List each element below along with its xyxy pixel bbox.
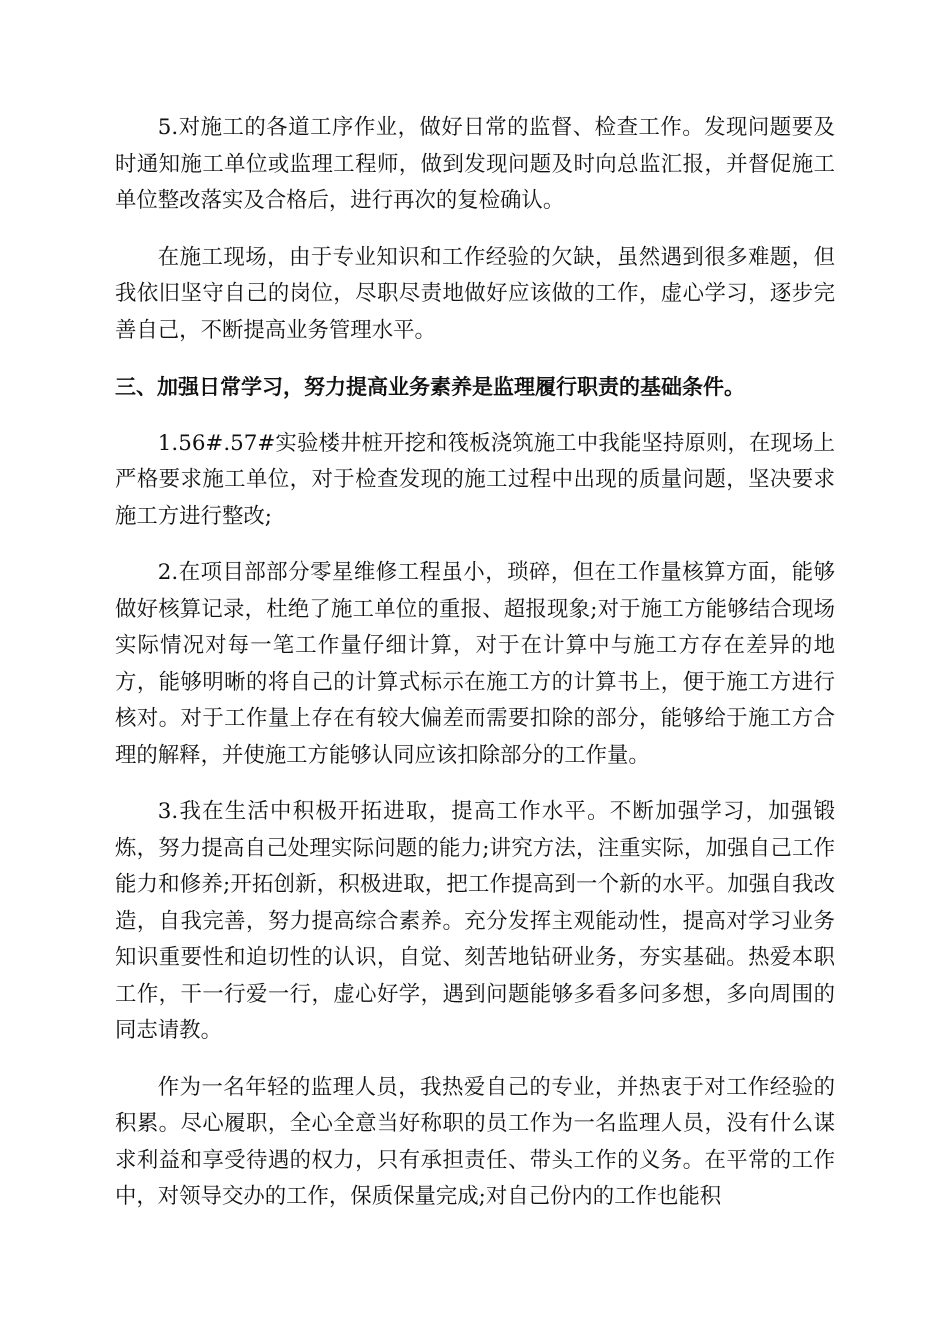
paragraph-item-1: 1.56#.57#实验楼井桩开挖和筏板浇筑施工中我能坚持原则，在现场上严格要求施工单位，对于检查发现的施工过程中出现的质量问题，坚决要求施工方进行整改;	[115, 430, 835, 529]
paragraph-item-3: 3.我在生活中积极开拓进取，提高工作水平。不断加强学习，加强锻炼，努力提高自己处理实际问题的能力;讲究方法，注重实际，加强自己工作能力和修养;开拓创新，积极进取，把工作提高到一个新的水平。加强自我改造，自我完善，努力提高综合素养。充分发挥主观能动性，提高对学习业务知识重要性和迫切性的认识，自觉、刻苦地钻研业务，夯实基础。热爱本职工作，干一行爱一行，虚心好学，遇到问题能够多看多问多想，多向周围的同志请教。	[115, 799, 835, 1043]
section-heading: 三、加强日常学习，努力提高业务素养是监理履行职责的基础条件。	[115, 375, 745, 399]
paragraph-item-2: 2.在项目部部分零星维修工程虽小，琐碎，但在工作量核算方面，能够做好核算记录，杜绝了施工单位的重报、超报现象;对于施工方能够结合现场实际情况对每一笔工作量仔细计算，对于在计算中与施工方存在差异的地方，能够明晰的将自己的计算式标示在施工方的计算书上，便于施工方进行核对。对于工作量上存在有较大偏差而需要扣除的部分，能够给于施工方合理的解释，并使施工方能够认同应该扣除部分的工作量。	[115, 560, 835, 768]
paragraph-site-work: 在施工现场，由于专业知识和工作经验的欠缺，虽然遇到很多难题，但我依旧坚守自己的岗位，尽职尽责地做好应该做的工作，虚心学习，逐步完善自己，不断提高业务管理水平。	[115, 244, 835, 343]
document-page	[115, 110, 835, 1236]
paragraph-item-5: 5.对施工的各道工序作业，做好日常的监督、检查工作。发现问题要及时通知施工单位或监理工程师，做到发现问题及时向总监汇报，并督促施工单位整改落实及合格后，进行再次的复检确认。	[115, 115, 835, 213]
paragraph-closing: 作为一名年轻的监理人员，我热爱自己的专业，并热衷于对工作经验的积累。尽心履职，全心全意当好称职的员工作为一名监理人员，没有什么谋求利益和享受待遇的权力，只有承担责任、带头工作的义务。在平常的工作中，对领导交办的工作，保质保量完成;对自己份内的工作也能积	[115, 1074, 835, 1209]
